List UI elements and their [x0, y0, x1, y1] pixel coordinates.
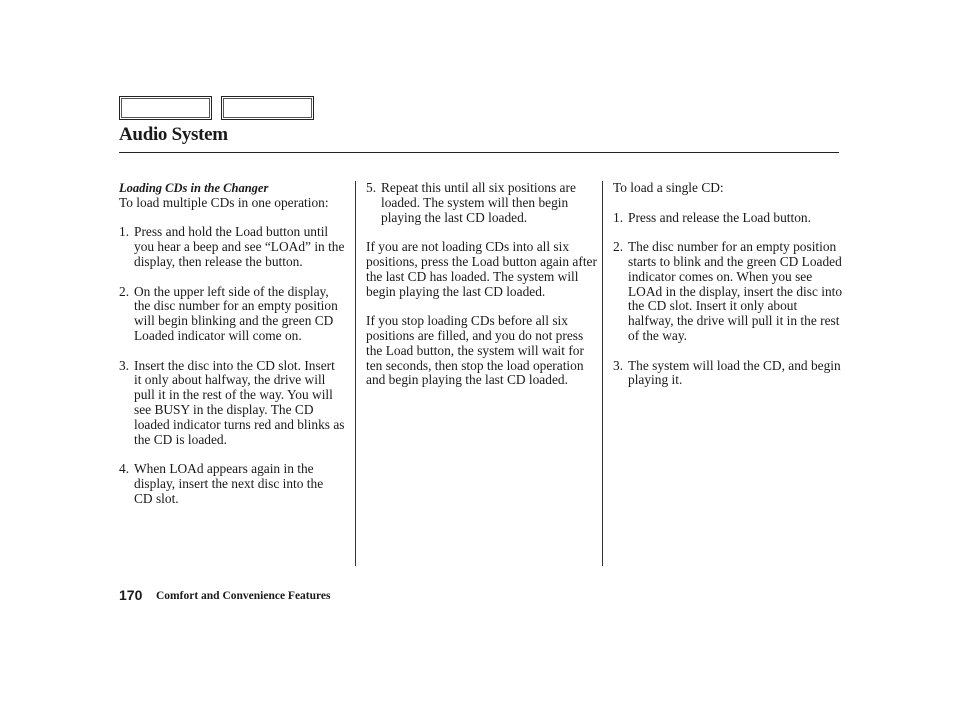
step-text: Press and release the Load button.: [628, 209, 811, 225]
paragraph: If you are not loading CDs into all six positions, press the Load button again after the last CD has loaded. The system will begin playing the last CD loaded.: [366, 239, 597, 299]
step-text: Press and hold the Load button until you hear a beep and see “LOAd” in the display, then release the button.: [134, 224, 345, 269]
step-item: [613, 240, 845, 344]
page-title: Audio System: [119, 124, 228, 145]
step-number: 3.: [119, 357, 130, 373]
intro-text: To load multiple CDs in one operation:: [119, 194, 329, 210]
step-item: [613, 211, 845, 226]
step-item: [119, 359, 345, 448]
header-tab-box-right: [221, 96, 314, 120]
step-number: 5.: [366, 180, 377, 195]
step-number: 4.: [119, 461, 130, 477]
section-subheading: Loading CDs in the Changer: [119, 181, 269, 195]
step-text: The disc number for an empty position starts to blink and the green CD Loaded indicator comes on. When you see LOAd in the display, insert the disc into the CD slot. Insert it only about halfway, the drive will pull it in the rest of the way.: [628, 239, 843, 343]
step-number: 1.: [119, 224, 130, 240]
step-text: On the upper left side of the display, the disc number for an empty position will begin blinking and the green CD Loaded indicator will come on.: [134, 283, 338, 343]
column-divider: [355, 181, 356, 566]
header-tab-box-left: [119, 96, 212, 120]
intro-text: To load a single CD:: [613, 180, 724, 195]
paragraph: If you stop loading CDs before all six positions are filled, and you do not press the Load button, the system will wait for ten seconds, then stop the load operation and begin playing the last CD loaded.: [366, 313, 584, 388]
step-item: [119, 285, 345, 344]
column-divider: [602, 181, 603, 566]
step-item: [613, 359, 845, 389]
step-text: The system will load the CD, and begin playing it.: [628, 357, 841, 388]
page-number: 170: [119, 587, 143, 603]
step-number: 2.: [119, 283, 130, 299]
step-item: [366, 181, 598, 225]
step-text: When LOAd appears again in the display, insert the next disc into the CD slot.: [134, 461, 324, 506]
step-text: Insert the disc into the CD slot. Insert it only about halfway, the drive will pull it in the rest of the way. You will see BUSY in the display. The CD loaded indicator turns red and blinks as the CD is loaded.: [134, 357, 345, 447]
column-1: [119, 181, 345, 507]
column-2: [366, 181, 598, 388]
step-text: Repeat this until all six positions are loaded. The system will then begin playing the last CD loaded.: [381, 180, 576, 225]
footer-section-label: Comfort and Convenience Features: [156, 590, 331, 602]
step-number: 3.: [613, 357, 624, 373]
step-item: [119, 462, 345, 506]
step-item: [119, 225, 345, 269]
title-rule: [119, 152, 839, 153]
step-number: 2.: [613, 239, 624, 255]
column-3: [613, 181, 845, 388]
step-number: 1.: [613, 209, 624, 225]
